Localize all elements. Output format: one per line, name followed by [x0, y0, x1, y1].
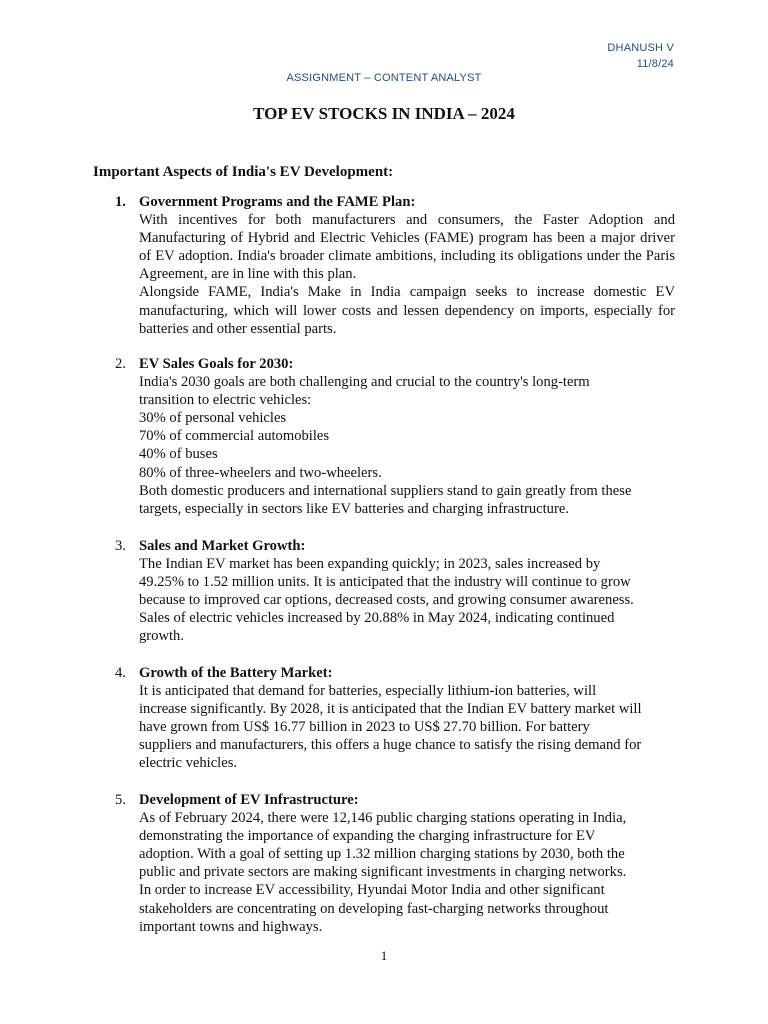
- line: increase significantly. By 2028, it is anticipated that the Indian EV battery market will: [139, 701, 642, 718]
- line: adoption. With a goal of setting up 1.32 million charging stations by 2030, both the: [139, 846, 625, 863]
- line: 40% of buses: [139, 446, 218, 463]
- list-item-title: Development of EV Infrastructure:: [139, 792, 359, 808]
- line: Both domestic producers and international suppliers stand to gain greatly from these: [139, 482, 632, 499]
- header-date: 11/8/24: [636, 58, 674, 70]
- line: suppliers and manufacturers, this offers a huge chance to satisfy the rising demand for: [139, 737, 642, 754]
- list-item-title: Growth of the Battery Market:: [139, 665, 333, 681]
- list-item-5: [93, 791, 675, 936]
- list-item-4: [93, 664, 675, 773]
- line: targets, especially in sectors like EV batteries and charging infrastructure.: [139, 500, 569, 517]
- line: have grown from US$ 16.77 billion in 2023 to US$ 27.70 billion. For battery: [139, 719, 590, 736]
- line: As of February 2024, there were 12,146 public charging stations operating in India,: [139, 810, 627, 827]
- line: public and private sectors are making significant investments in charging networks.: [139, 864, 627, 881]
- list-number: 4.: [115, 665, 126, 681]
- document-title: TOP EV STOCKS IN INDIA – 2024: [253, 104, 515, 123]
- paragraph: Alongside FAME, India's Make in India campaign seeks to increase domestic EV manufacturing, which will lower costs and lessen dependency on imports, especially for batteries and other essential parts.: [139, 284, 675, 337]
- header-assignment: ASSIGNMENT – CONTENT ANALYST: [286, 72, 482, 84]
- line: 49.25% to 1.52 million units. It is anticipated that the industry will continue to grow: [139, 574, 631, 591]
- list-number: 3.: [115, 538, 126, 554]
- header-author: DHANUSH V: [607, 42, 674, 54]
- line: demonstrating the importance of expanding the charging infrastructure for EV: [139, 828, 596, 845]
- line: 30% of personal vehicles: [139, 410, 287, 427]
- section-heading: Important Aspects of India's EV Development:: [93, 164, 394, 180]
- line: growth.: [139, 628, 184, 645]
- line: electric vehicles.: [139, 755, 238, 772]
- line: Sales of electric vehicles increased by 20.88% in May 2024, indicating continued: [139, 610, 615, 627]
- line: In order to increase EV accessibility, Hyundai Motor India and other significant: [139, 882, 605, 899]
- list-item-title: Sales and Market Growth:: [139, 538, 306, 554]
- list-item-title: Government Programs and the FAME Plan:: [139, 194, 416, 210]
- list-item-title: EV Sales Goals for 2030:: [139, 356, 294, 372]
- list-item-1: [93, 193, 675, 338]
- line: It is anticipated that demand for batteries, especially lithium-ion batteries, will: [139, 683, 597, 700]
- line: important towns and highways.: [139, 918, 323, 935]
- line: because to improved car options, decreased costs, and growing consumer awareness.: [139, 592, 634, 609]
- line: 80% of three-wheelers and two-wheelers.: [139, 464, 382, 481]
- list-item-2: [93, 355, 675, 518]
- list-number: 2.: [115, 356, 126, 372]
- line: transition to electric vehicles:: [139, 392, 312, 409]
- list-number: 1.: [115, 194, 126, 210]
- paragraph: With incentives for both manufacturers and consumers, the Faster Adoption and Manufacturing of Hybrid and Electric Vehicles (FAME) program has been a major driver of EV adoption. India's broader climate ambitions, including its obligations under the Paris Agreement, are in line with this plan.: [139, 212, 675, 283]
- page-number: 1: [380, 948, 388, 963]
- line: The Indian EV market has been expanding quickly; in 2023, sales increased by: [139, 556, 601, 573]
- line: stakeholders are concentrating on developing fast-charging networks throughout: [139, 900, 609, 917]
- line: 70% of commercial automobiles: [139, 428, 330, 445]
- list-item-3: [93, 537, 675, 646]
- line: India's 2030 goals are both challenging and crucial to the country's long-term: [139, 374, 590, 391]
- list-number: 5.: [115, 792, 126, 808]
